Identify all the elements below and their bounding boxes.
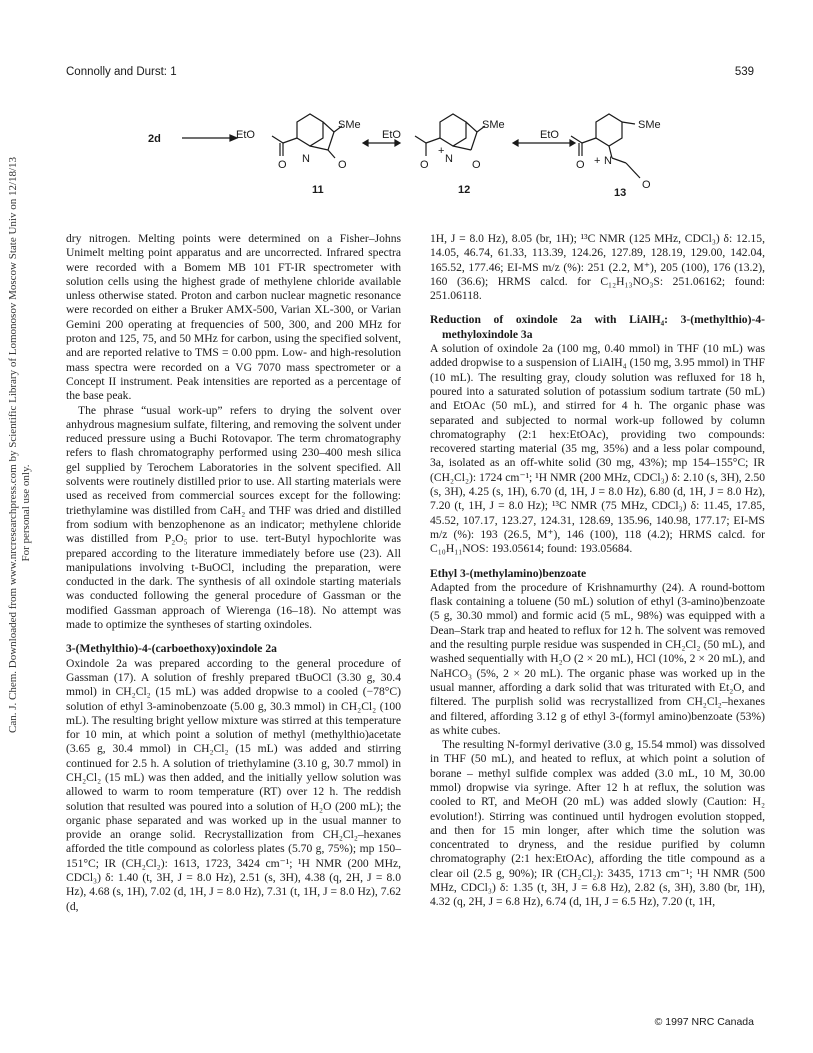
nh-2: N	[445, 153, 453, 165]
download-watermark	[7, 156, 33, 733]
reaction-scheme	[120, 88, 720, 213]
o-2b: O	[472, 159, 481, 171]
plus-3: +	[594, 155, 601, 167]
o-3b: O	[642, 179, 651, 191]
section-heading: Reduction of oxindole 2a with LiAlH₄: 3-(methylthio)-4-methyloxindole 3a	[430, 313, 765, 341]
sme-2: SMe	[482, 119, 505, 131]
nh-3: N	[604, 155, 612, 167]
watermark-line-1: Can. J. Chem. Downloaded from www.nrcresearchpress.com by Scientific Library of Lomonosov Moscow State Univ on 12/18/13	[7, 156, 19, 733]
running-head: Connolly and Durst: 1	[66, 66, 177, 78]
label-13: 13	[614, 187, 627, 199]
watermark-line-2: For personal use only.	[20, 464, 32, 562]
o-1b: O	[338, 159, 347, 171]
eto-3: EtO	[540, 129, 559, 141]
label-12: 12	[458, 184, 471, 196]
sme-1: SMe	[338, 119, 361, 131]
label-11: 11	[312, 184, 324, 196]
nh-1: N	[302, 153, 310, 165]
copyright: © 1997 NRC Canada	[654, 1016, 754, 1028]
right-column	[430, 232, 765, 910]
o-3: O	[576, 159, 585, 171]
paragraph: The phrase “usual work-up” refers to drying the solvent over anhydrous magnesium sulfate, filtering, and removing the solvent under reduced pressure using a Buchi Rotovapor. The term chromatography refers to flash chromatography performed using 230–400 mesh silica gel supplied by Terochem Laboratories in the solvent specified. All solvents were routinely distilled prior to use. All starting materials were used as received from commercial sources except for the following: triethylamine was distilled from CaH₂ and THF was dried and distilled from sodium with benzophenone as an indicator; methylene chloride was distilled from P₂O₅ prior to use. tert-Butyl hypochlorite was prepared according to the literature immediately before use (23). All manipulations involving t-BuOCl, including the preparation, were conducted in the dark. The synthesis of all oxindole starting materials was conducted following the general procedure of Gassman or the modified Gassman approach of Wierenga (16–18). No attempt was made to optimize the syntheses of starting oxindoles.	[66, 403, 401, 632]
sme-3: SMe	[638, 119, 661, 131]
o-2: O	[420, 159, 429, 171]
eto-1: EtO	[236, 129, 255, 141]
left-column	[66, 232, 401, 914]
eto-2: EtO	[382, 129, 401, 141]
start-label: 2d	[148, 133, 161, 145]
o-1: O	[278, 159, 287, 171]
paragraph: 1H, J = 8.0 Hz), 8.05 (br, 1H); ¹³C NMR (125 MHz, CDCl₃) δ: 12.15, 14.05, 46.74, 61.33, 113.39, 124.26, 127.89, 128.19, 129.00, 142.04, 165.52, 177.46; EI-MS m/z (%): 251 (2.2, M⁺), 205 (100), 176 (13.2), 160 (36.6); HRMS calcd. for C₁₂H₁₃NO₃S: 251.06162; found: 251.06118.	[430, 232, 765, 303]
section-heading: 3-(Methylthio)-4-(carboethoxy)oxindole 2a	[66, 642, 277, 656]
page-number: 539	[734, 66, 754, 78]
paragraph: Oxindole 2a was prepared according to the general procedure of Gassman (17). A solution of freshly prepared tBuOCl (3.30 g, 30.4 mmol) in CH₂Cl₂ (15 mL) was added dropwise to a cooled (−78°C) solution of ethyl 3-aminobenzoate (5.00 g, 30.3 mmol) in CH₂Cl₂ (100 mL). The resulting bright yellow mixture was stirred at this temperature for 10 min, at which point a solution of methyl (methylthio)acetate (3.65 g, 30.4 mmol) in CH₂Cl₂ (15 mL) was added and stirring continued for 2.5 h. A solution of triethylamine (3.10 g, 30.7 mmol) in CH₂Cl₂ (15 mL) was then added, and the initially yellow solution was allowed to warm to room temperature (RT) over 12 h. The reddish solution that resulted was poured into a solution of H₂O (200 mL); the organic phase separated and was worked up in the usual manner to provide an orange solid. Recrystallization from CH₂Cl₂–hexanes afforded the title compound as colorless plates (5.70 g, 75%); mp 150–151°C; IR (CH₂Cl₂): 1613, 1723, 3424 cm⁻¹; ¹H NMR (200 MHz, CDCl₃) δ: 1.40 (t, 3H, J = 8.0 Hz), 2.51 (s, 3H), 4.38 (q, 2H, J = 8.0 Hz), 4.68 (s, 1H), 7.02 (d, 1H, J = 8.0 Hz), 7.31 (t, 1H, J = 8.0 Hz), 7.62 (d,	[66, 656, 401, 913]
section-heading: Ethyl 3-(methylamino)benzoate	[430, 566, 587, 580]
paragraph: The resulting N-formyl derivative (3.0 g, 15.54 mmol) was dissolved in THF (50 mL), and heated to reflux, at which point a solution of borane – methyl sulfide complex was added (3.0 mL, 10 M, 30.00 mmol) dropwise via syringe. After 12 h at reflux, the solution was cooled to RT, and MeOH (20 mL) was added slowly (Caution: H₂ evolution!). Stirring was continued until hydrogen evolution stopped, and then for 15 min longer, after which time the solution was concentrated to dryness, and the residue purified by column chromatography (2:1 hex:EtOAc), affording the title compound as a clear oil (2.5 g, 90%); IR (CH₂Cl₂): 3435, 1713 cm⁻¹; ¹H NMR (500 MHz, CDCl₃) δ: 1.35 (t, 3H, J = 6.8 Hz), 2.82 (s, 3H), 3.80 (br, 1H), 4.32 (q, 2H, J = 6.8 Hz), 6.74 (d, 1H, J = 6.5 Hz), 7.20 (t, 1H,	[430, 738, 765, 909]
paragraph: Adapted from the procedure of Krishnamurthy (24). A round-bottom flask containing a toluene (50 mL) solution of ethyl (3-amino)benzoate (5 g, 30.30 mmol) and formic acid (5 mL, 98%) was equipped with a Dean–Stark trap and heated to reflux for 12 h. The solvent was removed and the resulting purple residue was suspended in CH₂Cl₂ (50 mL), and washed sequentially with H₂O (2 × 20 mL), HCl (10%, 2 × 20 mL), and NaHCO₃ (5%, 2 × 20 mL). The organic phase was worked up in the usual manner, affording a dark solid that was triturated with Et₂O, and filtered. The purplish solid was recrystallized from CH₂Cl₂–hexanes and filtered, affording 3.12 g of ethyl 3-(formyl amino)benzoate (53%) as white cubes.	[430, 580, 765, 737]
plus-2: +	[438, 145, 445, 157]
paragraph: A solution of oxindole 2a (100 mg, 0.40 mmol) in THF (10 mL) was added dropwise to a suspension of LiAlH₄ (150 mg, 3.95 mmol) in THF (10 mL). The resulting gray, cloudy solution was refluxed for 18 h, poured into a saturated solution of potassium sodium tartrate (50 mL) and EtOAc (50 mL), and stirred for 4 h. The organic phase was separated and subjected to normal work-up followed by column chromatography (2:1 hex:EtOAc), providing two compounds: recovered starting material (35 mg, 35%) and a less polar compound, 3a, isolated as an off-white solid (30 mg, 43%); mp 154–155°C; IR (CH₂Cl₂): 1724 cm⁻¹; ¹H NMR (200 MHz, CDCl₃) δ: 2.10 (s, 3H), 2.50 (s, 3H), 4.25 (s, 1H), 6.70 (d, 1H, J = 8.0 Hz), 6.80 (d, 1H, J = 8.0 Hz), 7.20 (t, 1H, J = 8.0 Hz); ¹³C NMR (75 MHz, CDCl₃) δ: 11.45, 17.85, 45.52, 107.17, 123.27, 124.31, 128.69, 135.96, 140.98, 177.17; EI-MS m/z (%): 193 (26.5, M⁺), 146 (100), 118 (4.2); HRMS calcd. for C₁₀H₁₁NOS: 193.05614; found: 193.05684.	[430, 342, 765, 556]
paragraph: dry nitrogen. Melting points were determined on a Fisher–Johns Unimelt melting point apparatus and are uncorrected. Infrared spectra were recorded with a Bomem MB 101 FT-IR spectrometer with solution cells using the highest grade of methylene chloride available unless otherwise stated. Proton and carbon nuclear magnetic resonance were recorded on either a Bruker AMX-500, Varian XL-300, or Varian Gemini 200 operating at frequencies of 500, 300, and 200 MHz for proton and 125, 75, and 50 MHz for carbon, using the specified solvent, and are reported relative to TMS = 0.00 ppm. Low- and high-resolution mass spectra were recorded on a VG 7070 mass spectrometer or a Concept II instrument. Peak intensities are reported as a percentage of the base peak.	[66, 232, 401, 403]
